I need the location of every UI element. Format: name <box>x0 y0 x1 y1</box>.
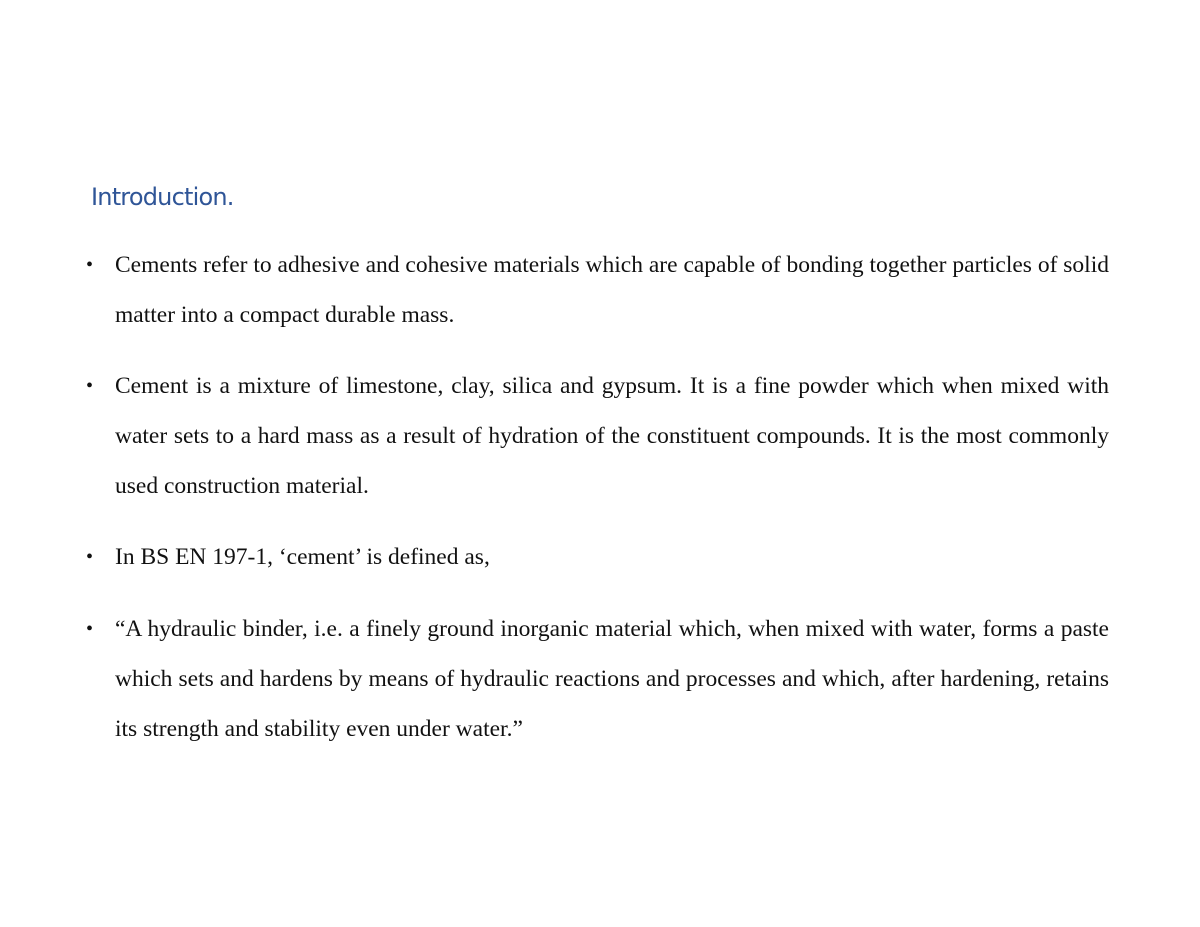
section-heading: Introduction. <box>91 183 234 211</box>
bullet-item <box>86 604 1109 754</box>
bullet-marker: • <box>86 254 94 276</box>
bullet-text: Cement is a mixture of limestone, clay, silica and gypsum. It is a fine powder which when mixed with water sets to a hard mass as a result of hydration of the constituent compounds. It is the most commonly used construction material. <box>115 373 1109 499</box>
bullet-marker: • <box>86 546 94 568</box>
bullet-item <box>86 532 1109 582</box>
bullet-marker: • <box>86 618 94 640</box>
bullet-text: Cements refer to adhesive and cohesive materials which are capable of bonding together particles of solid matter into a compact durable mass. <box>115 252 1109 328</box>
bullet-text: “A hydraulic binder, i.e. a finely ground inorganic material which, when mixed with water, forms a paste which sets and hardens by means of hydraulic reactions and processes and which, after hardening, retains its strength and stability even under water.” <box>115 616 1109 742</box>
bullet-text: In BS EN 197-1, ‘cement’ is defined as, <box>115 544 490 570</box>
bullet-item <box>86 361 1109 511</box>
bullet-marker: • <box>86 375 94 397</box>
bullet-item <box>86 240 1109 340</box>
